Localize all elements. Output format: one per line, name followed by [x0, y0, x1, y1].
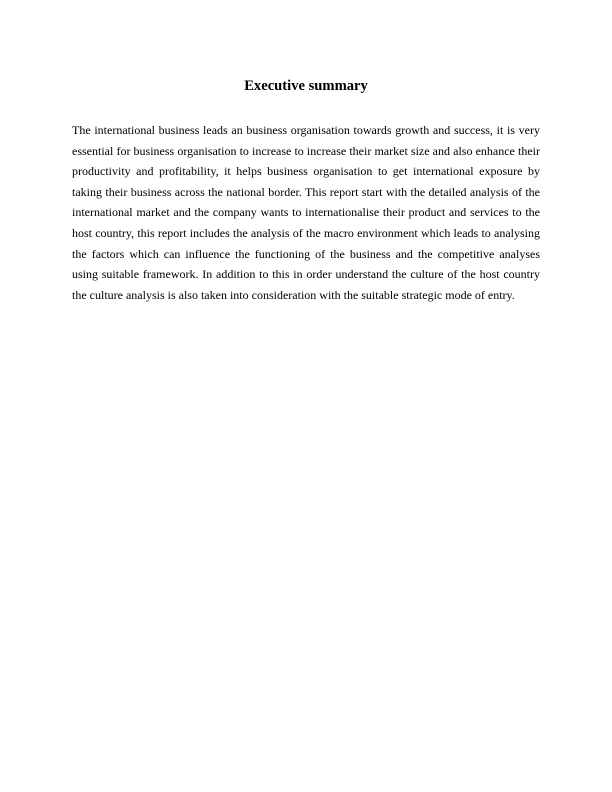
page-title: Executive summary	[244, 78, 368, 94]
summary-paragraph: The international business leads an business organisation towards growth and success, it is very essential for business organisation to increase to increase their market size and also enhance their productivity and profitability, it helps business organisation to get international exposure by taking their business across the national border. This report start with the detailed analysis of the international market and the company wants to internationalise their product and services to the host country, this report includes the analysis of the macro environment which leads to analysing the factors which can influence the functioning of the business and the competitive analyses using suitable framework. In addition to this in order understand the culture of the host country the culture analysis is also taken into consideration with the suitable strategic mode of entry.	[72, 123, 540, 302]
